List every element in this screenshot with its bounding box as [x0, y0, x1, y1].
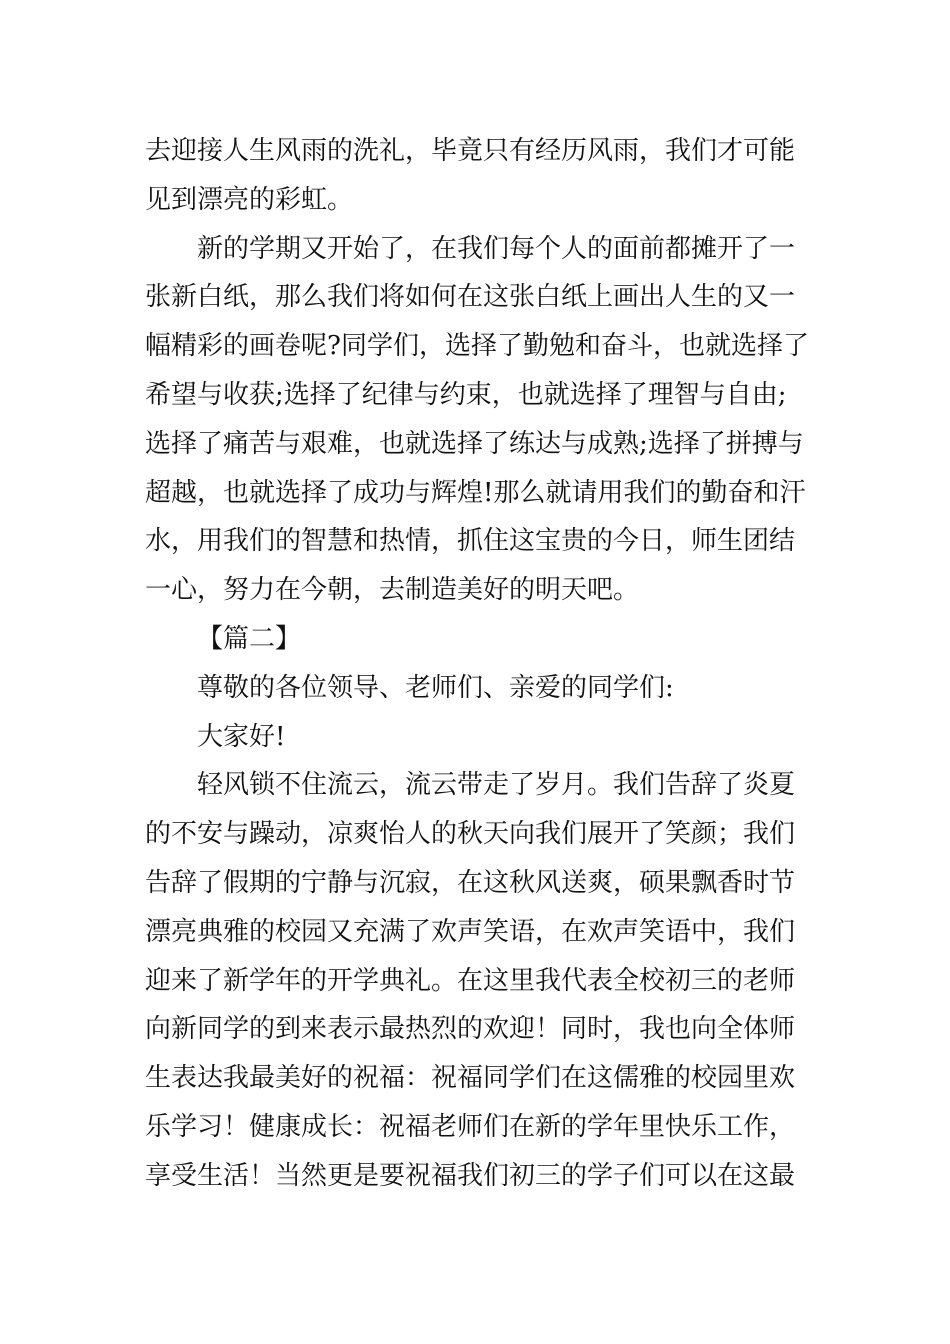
section-heading: 【篇二】	[197, 623, 302, 654]
salutation: 尊敬的各位领导、老师们、亲爱的同学们:	[197, 672, 674, 703]
text-line-5: 幅精彩的画卷呢?同学们，选择了勤勉和奋斗，也就选择了	[145, 331, 809, 362]
text-line-2: 见到漂亮的彩虹。	[145, 184, 354, 215]
text-line-3: 新的学期又开始了，在我们每个人的面前都摊开了一	[197, 233, 796, 264]
greeting: 大家好!	[197, 721, 286, 752]
body-text	[145, 127, 810, 1201]
text-line-21: 乐学习！健康成长：祝福老师们在新的学年里快乐工作，	[145, 1111, 796, 1142]
text-line-6: 希望与收获;选择了纪律与约束，也就选择了理智与自由;	[145, 379, 787, 410]
text-line-1: 去迎接人生风雨的洗礼，毕竟只有经历风雨，我们才可能	[145, 136, 796, 166]
text-line-22: 享受生活！当然更是要祝福我们初三的学子们可以在这最	[145, 1160, 796, 1191]
text-line-4: 张新白纸，那么我们将如何在这张白纸上画出人生的又一	[145, 282, 796, 313]
text-line-18: 迎来了新学年的开学典礼。在这里我代表全校初三的老师	[145, 965, 796, 996]
text-line-7: 选择了痛苦与艰难，也就选择了练达与成熟;选择了拼搏与	[145, 428, 804, 459]
text-line-9: 水，用我们的智慧和热情，抓住这宝贵的今日，师生团结	[145, 526, 796, 557]
text-line-10: 一心，努力在今朝，去制造美好的明天吧。	[145, 575, 640, 606]
text-line-16: 告辞了假期的宁静与沉寂，在这秋风送爽，硕果飘香时节	[145, 867, 796, 898]
text-line-8: 超越，也就选择了成功与辉煌!那么就请用我们的勤奋和汗	[145, 477, 806, 508]
text-line-17: 漂亮典雅的校园又充满了欢声笑语，在欢声笑语中，我们	[145, 916, 796, 947]
text-line-20: 生表达我最美好的祝福：祝福同学们在这儒雅的校园里欢	[145, 1063, 796, 1094]
text-line-19: 向新同学的到来表示最热烈的欢迎！同时，我也向全体师	[145, 1014, 796, 1045]
text-line-14: 轻风锁不住流云，流云带走了岁月。我们告辞了炎夏	[197, 770, 796, 801]
text-line-15: 的不安与躁动，凉爽怡人的秋天向我们展开了笑颜；我们	[145, 819, 796, 850]
